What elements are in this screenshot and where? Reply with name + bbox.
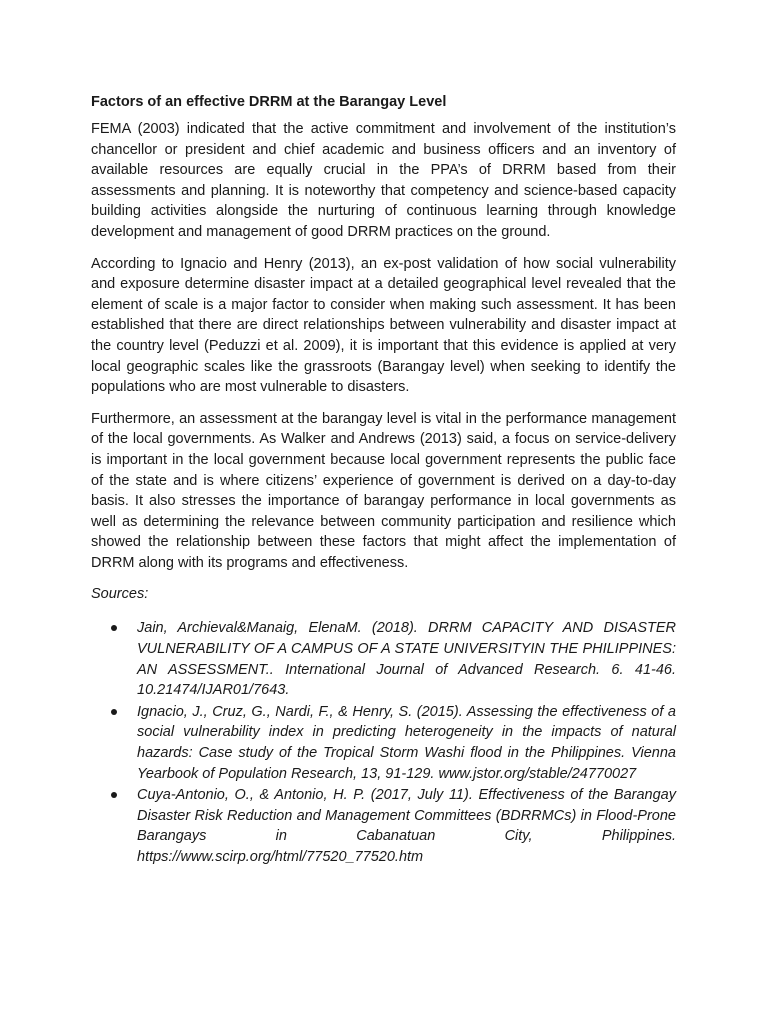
paragraph-fema: FEMA (2003) indicated that the active commitment and involvement of the institution’s chancellor or president and chief academic and business officers and an inventory of available resources are equally crucial in the PPA’s of DRRM based from their assessments and planning. It is noteworthy that competency and science-based capacity building activities alongside the nurturing of continuous learning through knowledge development and management of good DRRM practices on the ground.	[91, 121, 676, 240]
list-item	[137, 785, 676, 867]
source-text: Ignacio, J., Cruz, G., Nardi, F., & Henry, S. (2015). Assessing the effectiveness of a social vulnerability index in predicting heterogeneity in the impacts of natural hazards: Case study of the Tropical Storm Washi flood in the Philippines. Vienna Yearbook of Population Research, 13, 91-129. www.jstor.org/stable/24770027	[137, 703, 676, 782]
document-title: Factors of an effective DRRM at the Barangay Level	[91, 94, 447, 110]
source-text: Cuya-Antonio, O., & Antonio, H. P. (2017, July 11). Effectiveness of the Barangay Disaster Risk Reduction and Management Committees (BDRRMCs) in Flood-Prone Barangays in Cabanatuan City, Philippines. https://www.scirp.org/html/77520_77520.htm	[137, 787, 676, 865]
paragraph-barangay-assessment: Furthermore, an assessment at the barangay level is vital in the performance management of the local governments. As Walker and Andrews (2013) said, a focus on service-delivery is important in the local government because local government represents the public face of the state and is where citizens’ experience of government is derived on a day-to-day basis. It also stresses the importance of barangay performance in local governments as well as determining the relevance between community participation and resilience which showed the relationship between these factors that might affect the implementation of DRRM along with its programs and effectiveness.	[91, 410, 676, 571]
source-text: Jain, Archieval&Manaig, ElenaM. (2018). DRRM CAPACITY AND DISASTER VULNERABILITY OF A CAMPUS OF A STATE UNIVERSITYIN THE PHILIPPINES: AN ASSESSMENT.. International Journal of Advanced Research. 6. 41-46. 10.21474/IJAR01/7643.	[137, 620, 676, 699]
sources-list	[91, 618, 676, 867]
bullet-icon	[111, 709, 117, 715]
list-item	[137, 702, 676, 784]
list-item	[137, 618, 676, 700]
paragraph-ignacio-henry: According to Ignacio and Henry (2013), an ex-post validation of how social vulnerability and exposure determine disaster impact at a detailed geographical level revealed that the element of scale is a major factor to consider when making such assessment. It has been established that there are direct relationships between vulnerability and disaster impact at the country level (Peduzzi et al. 2009), it is important that this evidence is applied at very local geographic scales like the grassroots (Barangay level) when seeking to identify the populations who are most vulnerable to disasters.	[91, 255, 676, 396]
bullet-icon	[111, 625, 117, 631]
document-page	[91, 92, 676, 869]
sources-label: Sources:	[91, 586, 149, 603]
bullet-icon	[111, 792, 117, 798]
